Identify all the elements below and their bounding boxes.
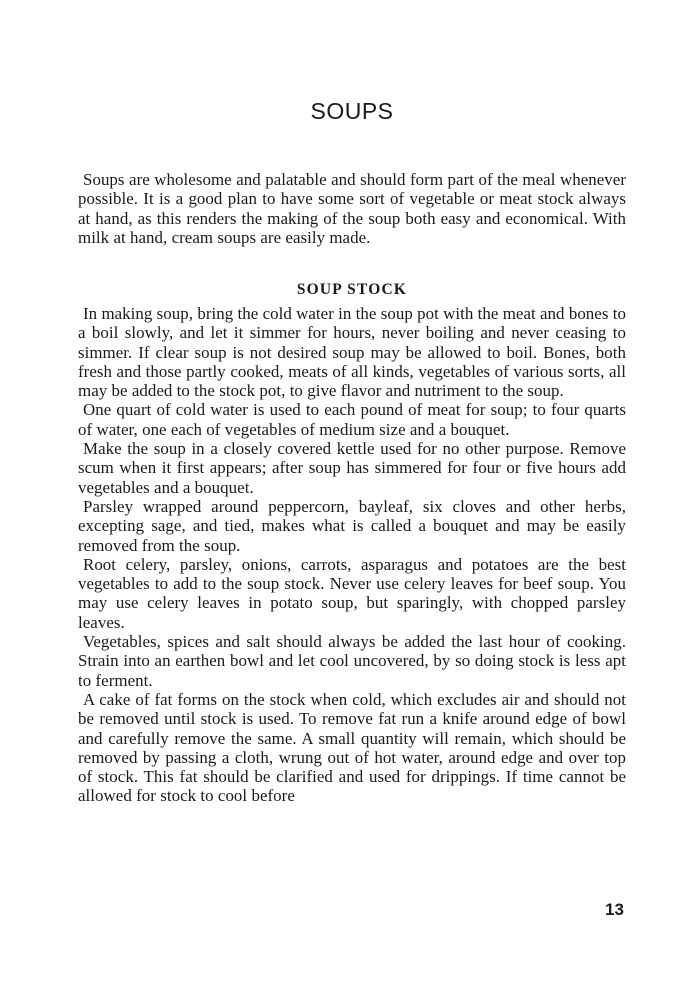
paragraph: A cake of fat forms on the stock when cold, which excludes air and should not be removed until stock is used. To remove fat run a knife around edge of bowl and carefully remove the same. A small quantity will remain, which should be removed by passing a cloth, wrung out of hot water, around edge and over top of stock. This fat should be clarified and used for drippings. If time cannot be allowed for stock to cool before bbox=[78, 689, 626, 806]
paragraph: Parsley wrapped around peppercorn, bayleaf, six cloves and other herbs, excepting sage, and tied, makes what is called a bouquet and may be easily removed from the soup. bbox=[78, 496, 626, 555]
page-title: SOUPS bbox=[310, 98, 394, 124]
paragraph: Root celery, parsley, onions, carrots, asparagus and potatoes are the best vegetables to add to the soup stock. Never use celery leaves for beef soup. You may use celery leaves in potato soup, but sparingly, with chopped parsley leaves. bbox=[78, 554, 626, 632]
paragraph: One quart of cold water is used to each pound of meat for soup; to four quarts of water, one each of vegetables of medium size and a bouquet. bbox=[78, 400, 626, 439]
paragraph: Make the soup in a closely covered kettle used for no other purpose. Remove scum when it first appears; after soup has simmered for four or five hours add vegetables and a bouquet. bbox=[78, 439, 626, 497]
soup-stock-text bbox=[78, 304, 626, 806]
page-number: 13 bbox=[604, 900, 624, 919]
intro-section bbox=[78, 170, 626, 247]
paragraph: In making soup, bring the cold water in the soup pot with the meat and bones to a boil slowly, and let it simmer for hours, never boiling and never ceasing to simmer. If clear soup is not desired soup may be allowed to boil. Bones, both fresh and those partly cooked, meats of all kinds, vegetables of various sorts, all may be added to the stock pot, to give flavor and nutriment to the soup. bbox=[78, 304, 626, 401]
book-page bbox=[78, 0, 626, 1008]
paragraph: Vegetables, spices and salt should always be added the last hour of cooking. Strain into an earthen bowl and let cool uncovered, by so doing stock is less apt to ferment. bbox=[78, 632, 626, 690]
section-heading: SOUP STOCK bbox=[296, 281, 408, 298]
intro-paragraph: Soups are wholesome and palatable and should form part of the meal whenever possible. It is a good plan to have some sort of vegetable or meat stock always at hand, as this renders the making of the soup both easy and economical. With milk at hand, cream soups are easily made. bbox=[78, 170, 626, 247]
